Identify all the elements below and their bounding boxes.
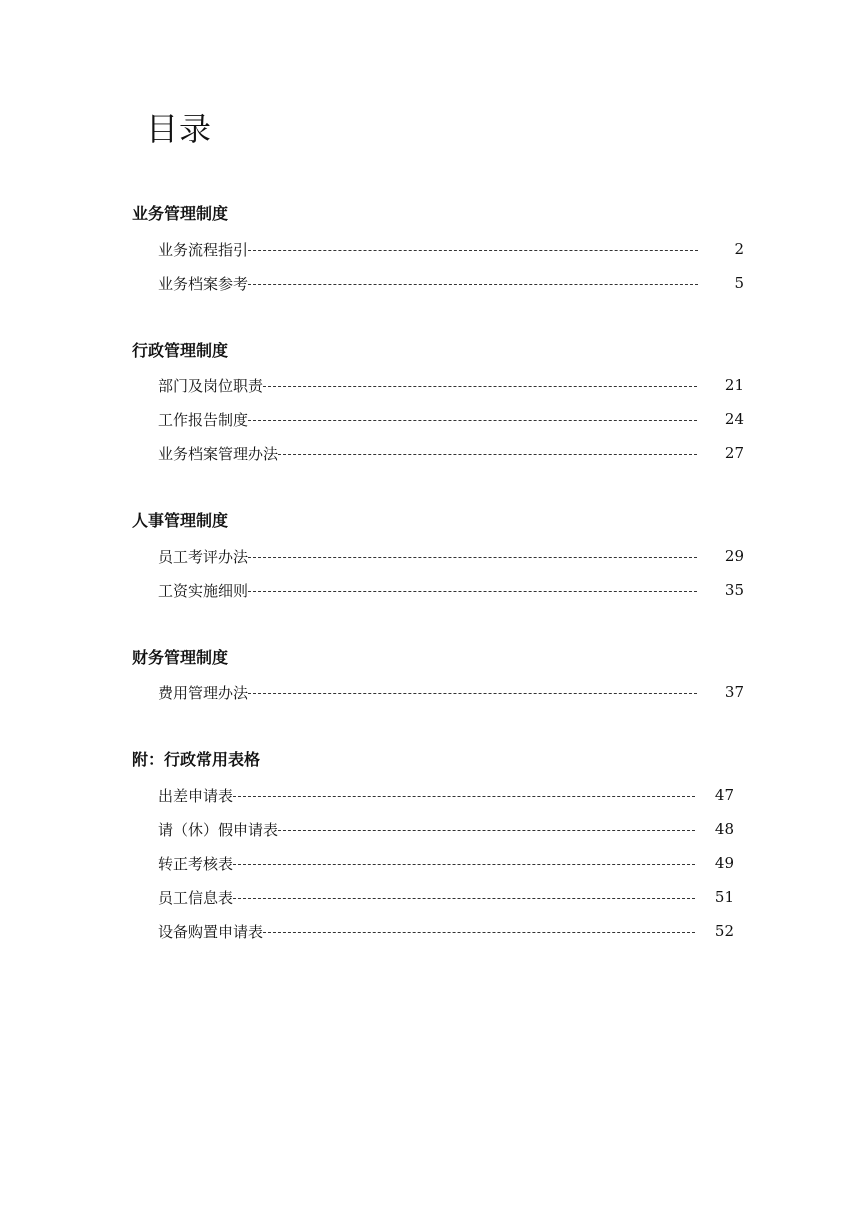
dot-leader: [248, 283, 698, 285]
toc-entry[interactable]: [158, 272, 744, 294]
toc-entry-page: 5: [734, 274, 744, 292]
toc-entry[interactable]: [158, 442, 744, 464]
page-title: 目录: [146, 110, 213, 148]
toc-entry-page: 48: [714, 820, 734, 838]
dot-leader: [248, 419, 697, 421]
dot-leader: [233, 863, 695, 865]
toc-entry-label: 转正考核表: [158, 854, 234, 873]
toc-entry[interactable]: [158, 920, 734, 942]
dot-leader: [248, 590, 697, 592]
dot-leader: [248, 692, 697, 694]
section-heading-finance: 财务管理制度: [132, 648, 229, 667]
toc-entry-label: 员工信息表: [158, 888, 234, 907]
toc-entry-page: 21: [724, 376, 744, 394]
toc-entry-label: 业务档案参考: [158, 274, 249, 293]
toc-entry-label: 业务档案管理办法: [158, 444, 279, 463]
toc-entry-page: 2: [734, 240, 744, 258]
dot-leader: [248, 556, 697, 558]
toc-entry-label: 请（休）假申请表: [158, 820, 279, 839]
dot-leader: [278, 829, 695, 831]
toc-entry[interactable]: [158, 852, 734, 874]
dot-leader: [278, 453, 697, 455]
section-heading-hr: 人事管理制度: [132, 511, 229, 530]
toc-entry-page: 27: [724, 444, 744, 462]
toc-entry-label: 部门及岗位职责: [158, 376, 264, 395]
toc-entry[interactable]: [158, 579, 744, 601]
toc-entry[interactable]: [158, 408, 744, 430]
toc-entry[interactable]: [158, 238, 744, 260]
toc-entry-page: 24: [724, 410, 744, 428]
toc-entry-label: 设备购置申请表: [158, 922, 264, 941]
toc-entry-page: 37: [724, 683, 744, 701]
toc-entry-page: 35: [724, 581, 744, 599]
toc-entry-label: 出差申请表: [158, 786, 234, 805]
toc-entry[interactable]: [158, 681, 744, 703]
toc-entry-page: 29: [724, 547, 744, 565]
toc-entry-page: 51: [714, 888, 734, 906]
toc-entry-page: 47: [714, 786, 734, 804]
toc-entry-label: 员工考评办法: [158, 547, 249, 566]
toc-entry[interactable]: [158, 818, 734, 840]
toc-entry[interactable]: [158, 784, 734, 806]
section-heading-business: 业务管理制度: [132, 204, 229, 223]
toc-entry-label: 业务流程指引: [158, 240, 249, 259]
dot-leader: [263, 385, 697, 387]
toc-entry[interactable]: [158, 886, 734, 908]
toc-entry[interactable]: [158, 545, 744, 567]
dot-leader: [248, 249, 698, 251]
toc-entry[interactable]: [158, 374, 744, 396]
section-heading-appendix: 附：行政常用表格: [132, 750, 261, 769]
toc-entry-label: 费用管理办法: [158, 683, 249, 702]
section-heading-admin: 行政管理制度: [132, 341, 229, 360]
toc-entry-label: 工作报告制度: [158, 410, 249, 429]
dot-leader: [263, 931, 695, 933]
toc-entry-page: 52: [714, 922, 734, 940]
dot-leader: [233, 897, 695, 899]
toc-entry-page: 49: [714, 854, 734, 872]
dot-leader: [233, 795, 695, 797]
toc-entry-label: 工资实施细则: [158, 581, 249, 600]
